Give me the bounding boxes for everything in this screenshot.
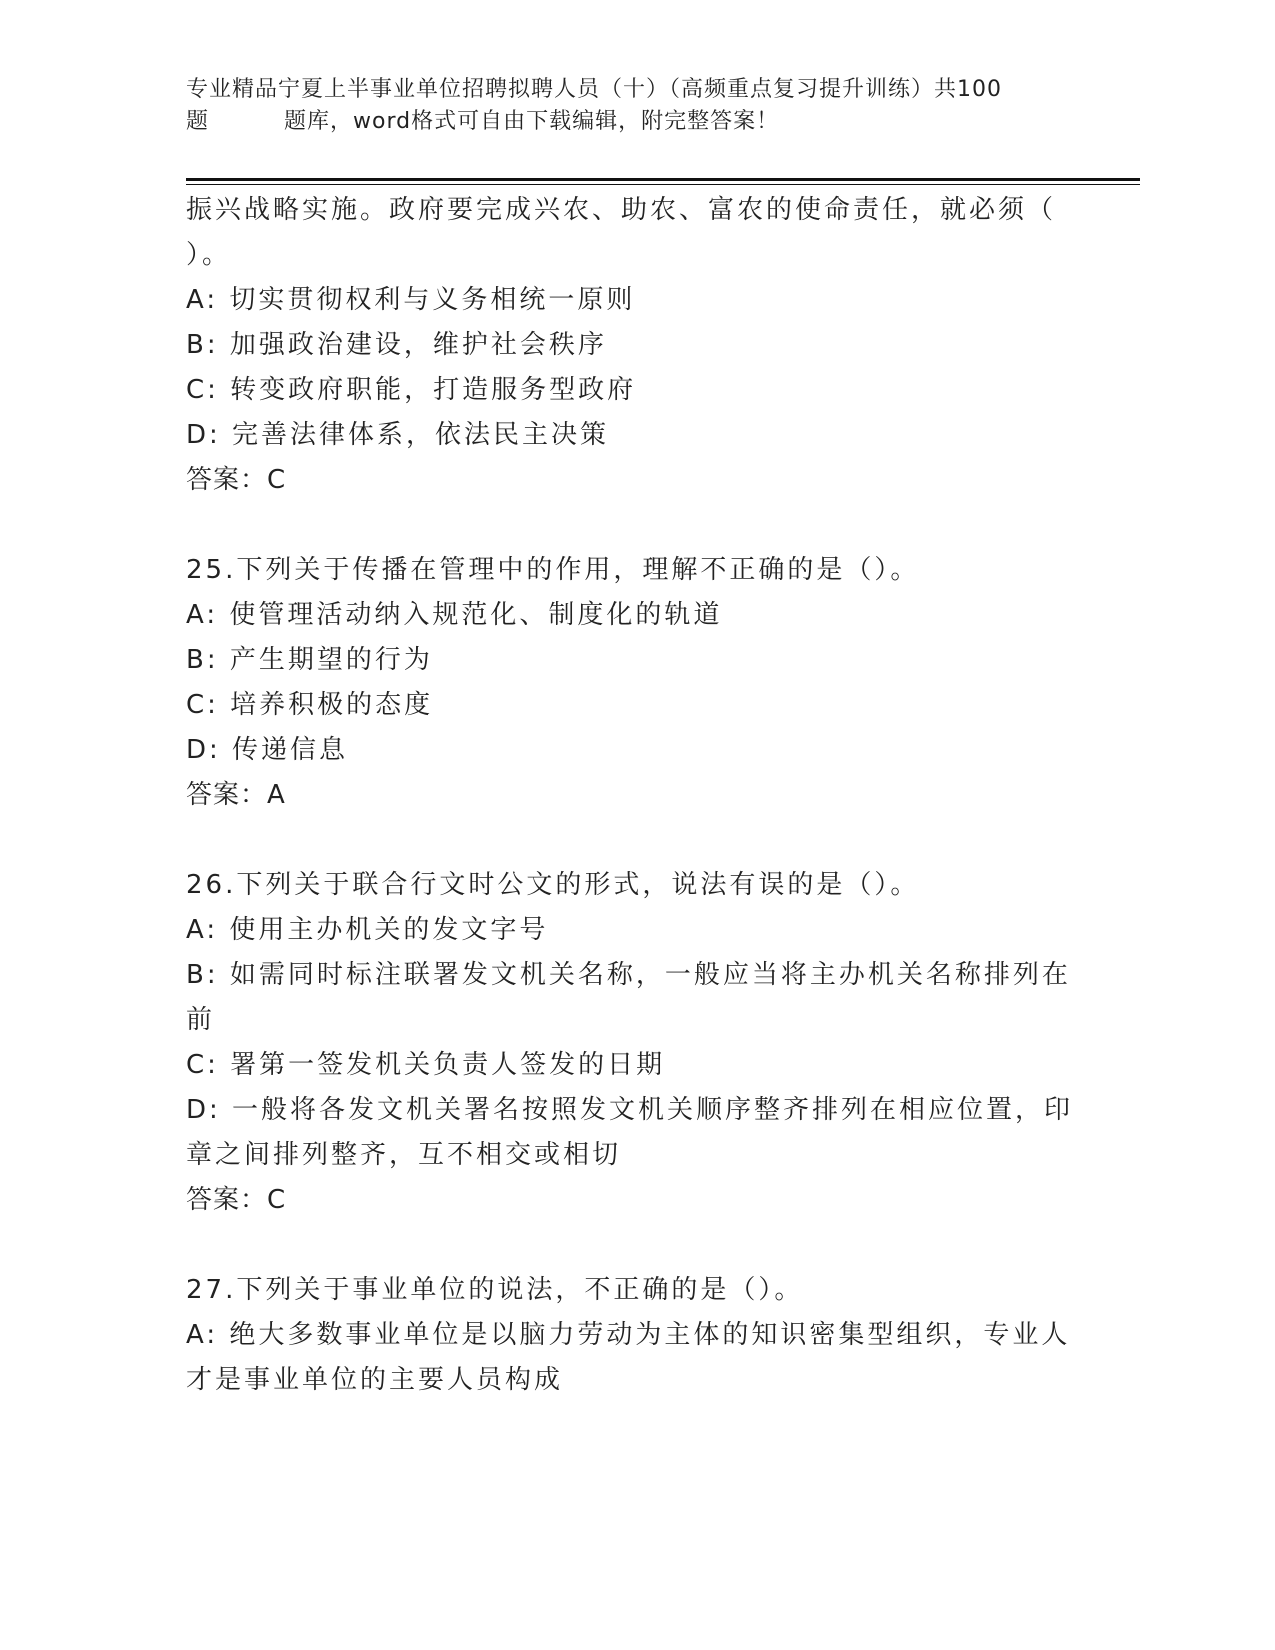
question-stem: 26.下列关于联合行文时公文的形式，说法有误的是（）。 — [186, 870, 920, 900]
option-c: C: 署第一签发机关负责人签发的日期 — [186, 1050, 666, 1080]
answer-line: 答案：A — [186, 780, 286, 810]
question-26 — [186, 863, 1074, 1223]
question-stem-line: ）。 — [186, 240, 232, 270]
option-a-line-2: 才是事业单位的主要人员构成 — [186, 1365, 564, 1395]
question-gap — [186, 503, 1066, 548]
option-c: C: 培养积极的态度 — [186, 690, 434, 720]
answer-line: 答案：C — [186, 1185, 287, 1215]
option-a: A: 切实贯彻权利与义务相统一原则 — [186, 285, 636, 315]
header-line-2-rest: 题库，word格式可自由下载编辑，附完整答案！ — [284, 109, 780, 134]
option-d: D: 完善法律体系，依法民主决策 — [186, 420, 610, 450]
question-24 — [186, 188, 1066, 503]
header-line-2 — [186, 106, 1086, 138]
option-b: B: 产生期望的行为 — [186, 645, 433, 675]
option-b-line-2: 前 — [186, 1005, 216, 1035]
option-b: B: 加强政治建设，维护社会秩序 — [186, 330, 607, 360]
document-header — [186, 74, 1086, 138]
question-stem: 25.下列关于传播在管理中的作用，理解不正确的是（）。 — [186, 555, 920, 585]
question-gap — [186, 818, 1066, 863]
option-d: D: 传递信息 — [186, 735, 349, 765]
option-a: A: 使用主办机关的发文字号 — [186, 915, 549, 945]
question-27 — [186, 1268, 1071, 1403]
question-stem: 27.下列关于事业单位的说法，不正确的是（）。 — [186, 1275, 804, 1305]
answer-line: 答案：C — [186, 465, 287, 495]
header-rule-thin — [186, 184, 1140, 185]
option-b-line-1: B: 如需同时标注联署发文机关名称，一般应当将主办机关名称排列在 — [186, 960, 1071, 990]
header-line-1: 专业精品宁夏上半事业单位招聘拟聘人员（十）（高频重点复习提升训练）共100 — [186, 77, 1002, 102]
question-list — [186, 188, 1074, 1403]
option-a: A: 使管理活动纳入规范化、制度化的轨道 — [186, 600, 723, 630]
question-stem-line: 振兴战略实施。政府要完成兴农、助农、富农的使命责任，就必须（ — [186, 195, 1057, 225]
option-d-line-2: 章之间排列整齐，互不相交或相切 — [186, 1140, 622, 1170]
header-line-2-lead: 题 — [186, 109, 210, 134]
header-rule-thick — [186, 178, 1140, 181]
option-a-line-1: A: 绝大多数事业单位是以脑力劳动为主体的知识密集型组织，专业人 — [186, 1320, 1071, 1350]
option-d-line-1: D: 一般将各发文机关署名按照发文机关顺序整齐排列在相应位置，印 — [186, 1095, 1074, 1125]
question-25 — [186, 548, 1066, 818]
question-gap — [186, 1223, 1066, 1268]
option-c: C: 转变政府职能，打造服务型政府 — [186, 375, 637, 405]
